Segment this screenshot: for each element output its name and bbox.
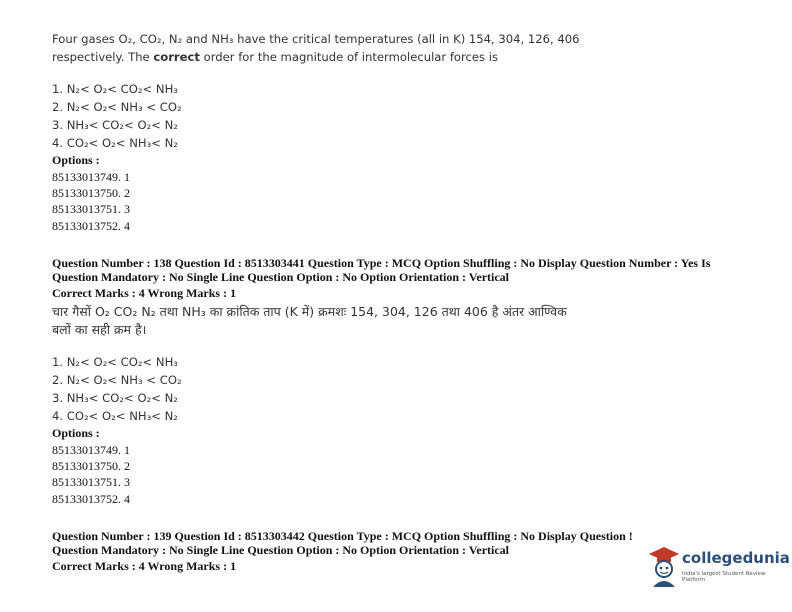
option-id-4: 85133013752. 4 [52,219,130,233]
question-meta-line-2: Question Mandatory : No Single Line Question Option : No Option Orientation : Vertical [52,543,510,557]
option-3: 3. NH₃< CO₂< O₂< N₂ [52,118,178,132]
question-text-pre: respectively. The [52,50,154,64]
option-id-3: 85133013751. 3 [52,475,130,489]
options-label: Options : [52,153,100,167]
question-hindi-line-1: चार गैसों O₂ CO₂ N₂ तथा NH₃ का क्रांतिक ताप (K में) क्रमशः 154, 304, 126 तथा 406 है अंतर आण्विक [52,304,567,319]
option-id-2: 85133013750. 2 [52,459,130,473]
logo-wordmark: collegedunia [682,549,790,567]
option-4: 4. CO₂< O₂< NH₃< N₂ [52,409,178,423]
question-text-bold: correct [153,50,200,64]
question-text-line-2 [52,50,498,64]
question-text-post: order for the magnitude of intermolecular forces is [199,50,499,64]
logo-tagline: India's largest Student Review Platform [682,571,766,583]
question-text-line-1: Four gases O₂, CO₂, N₂ and NH₃ have the critical temperatures (all in K) 154, 304, 126, 406 [52,32,580,46]
question-meta-line-1: Question Number : 138 Question Id : 8513303441 Question Type : MCQ Option Shuffling : No Display Question Number : Yes Is [52,256,711,270]
collegedunia-logo [648,543,788,603]
question-marks: Correct Marks : 4 Wrong Marks : 1 [52,559,237,573]
option-id-1: 85133013749. 1 [52,443,130,457]
option-2: 2. N₂< O₂< NH₃ < CO₂ [52,100,182,114]
option-id-3: 85133013751. 3 [52,202,130,216]
question-hindi-line-2: बलों का सही क्रम है। [52,322,147,337]
question-marks: Correct Marks : 4 Wrong Marks : 1 [52,286,237,300]
option-2: 2. N₂< O₂< NH₃ < CO₂ [52,373,182,387]
question-meta-line-2: Question Mandatory : No Single Line Question Option : No Option Orientation : Vertical [52,270,510,284]
option-3: 3. NH₃< CO₂< O₂< N₂ [52,391,178,405]
option-id-2: 85133013750. 2 [52,186,130,200]
option-id-1: 85133013749. 1 [52,170,130,184]
option-1: 1. N₂< O₂< CO₂< NH₃ [52,355,178,369]
question-meta-line-1: Question Number : 139 Question Id : 8513303442 Question Type : MCQ Option Shuffling : No Display Question ! [52,529,633,543]
option-4: 4. CO₂< O₂< NH₃< N₂ [52,136,178,150]
option-1: 1. N₂< O₂< CO₂< NH₃ [52,82,178,96]
option-id-4: 85133013752. 4 [52,492,130,506]
options-label: Options : [52,426,100,440]
graduate-icon [648,545,680,589]
